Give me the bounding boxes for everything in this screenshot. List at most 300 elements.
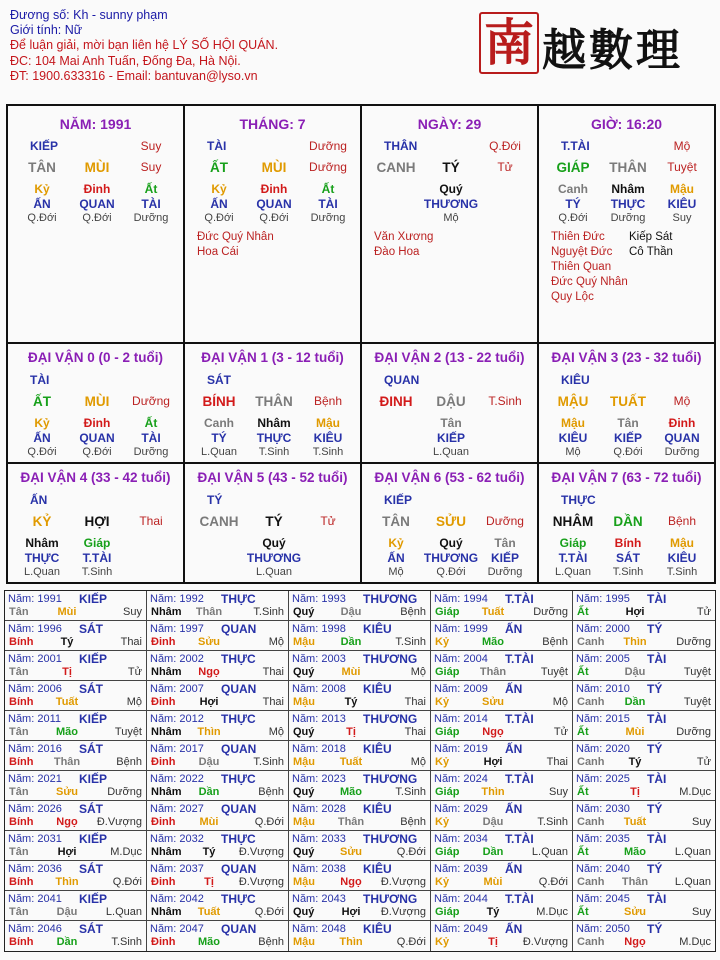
year-cell (289, 891, 431, 921)
year-cell (5, 831, 147, 861)
cell-title: ĐẠI VẬN 6 (53 - 62 tuổi) (374, 470, 525, 485)
hidden-stem: Quý (262, 536, 286, 550)
auspicious-stars (197, 230, 274, 260)
earthly-branch: TÝ (265, 514, 283, 529)
ten-god-label: THÂN (384, 139, 418, 153)
year-ten-god: KIẾP (79, 652, 108, 666)
earthly-branch: TUẤT (610, 394, 646, 409)
hidden-ten-god: THƯƠNG (246, 551, 302, 565)
cell-title: ĐẠI VẬN 1 (3 - 12 tuổi) (201, 350, 344, 365)
year-stem: Đinh (151, 696, 176, 708)
year-stem: Mậu (293, 876, 315, 888)
year-cell (573, 801, 715, 831)
hidden-life-stage: Q.Đới (259, 212, 289, 224)
life-stage: Thai (139, 514, 163, 528)
year-ten-god: T.TÀI (505, 772, 534, 786)
year-label: Năm: 2016 (8, 743, 62, 755)
year-cell (5, 801, 147, 831)
year-label: Năm: 2017 (150, 743, 204, 755)
hidden-stem: Kỷ (34, 182, 50, 196)
hidden-stem: Mậu (561, 416, 585, 430)
star-item: Đào Hoa (374, 246, 420, 258)
year-life-stage: Tử (553, 726, 568, 738)
year-branch: Tý (486, 906, 500, 918)
auspicious-stars (374, 230, 433, 260)
year-life-stage: Q.Đới (254, 906, 284, 918)
year-branch: Tuất (623, 816, 647, 828)
year-life-stage: Tuyệt (540, 666, 568, 678)
hidden-stem: Đinh (668, 416, 696, 430)
hidden-life-stage: T.Sinh (258, 446, 290, 458)
year-ten-god: KIẾP (79, 712, 108, 726)
star-item: Cô Thần (629, 246, 673, 258)
owner-name: Đương số: Kh - sunny phạm (10, 8, 168, 22)
year-stem: Mậu (293, 636, 315, 648)
dai-van-cell (183, 344, 360, 462)
year-branch: Ngọ (56, 816, 78, 828)
year-cell (289, 591, 431, 621)
year-label: Năm: 2002 (150, 653, 204, 665)
year-cell (147, 861, 289, 891)
earthly-branch: THÂN (609, 160, 647, 175)
heavenly-stem: MẬU (557, 394, 589, 409)
life-stage-branch: Dưỡng (309, 160, 347, 174)
hidden-stem: Đinh (83, 182, 111, 196)
year-cell (573, 681, 715, 711)
year-ten-god: SÁT (79, 682, 103, 696)
year-branch: Mão (482, 636, 504, 648)
hidden-ten-god: THƯƠNG (423, 197, 479, 211)
seal-icon: 南 (479, 12, 539, 74)
year-label: Năm: 1996 (8, 623, 62, 635)
year-stem: Tân (9, 666, 29, 678)
year-ten-god: THỰC (221, 592, 256, 606)
year-label: Năm: 2035 (576, 833, 630, 845)
year-label: Năm: 2001 (8, 653, 62, 665)
year-label: Năm: 1992 (150, 593, 204, 605)
year-branch: Hợi (625, 606, 645, 618)
year-ten-god: THƯƠNG (363, 772, 418, 786)
year-stem: Nhâm (151, 666, 182, 678)
year-label: Năm: 2027 (150, 803, 204, 815)
year-ten-god: TÝ (647, 682, 663, 696)
year-label: Năm: 1999 (434, 623, 488, 635)
earthly-branch: MÙI (84, 160, 110, 175)
year-cell (147, 741, 289, 771)
year-life-stage: Bệnh (400, 816, 426, 828)
year-label: Năm: 2032 (150, 833, 204, 845)
year-branch: Mùi (341, 666, 361, 678)
year-life-stage: Thai (120, 636, 142, 648)
year-cell (5, 621, 147, 651)
hidden-life-stage: Q.Đới (558, 212, 588, 224)
year-branch: Ngọ (198, 666, 220, 678)
ten-god-label: KIÊU (561, 373, 590, 387)
year-cell (5, 651, 147, 681)
year-stem: Nhâm (151, 846, 182, 858)
brand-logo (477, 8, 717, 78)
year-label: Năm: 2015 (576, 713, 630, 725)
year-branch: Tị (62, 666, 72, 678)
year-life-stage: T.Sinh (395, 636, 426, 648)
year-cell (431, 891, 573, 921)
year-cell (5, 891, 147, 921)
year-branch: Dần (624, 696, 646, 708)
year-life-stage: T.Sinh (111, 936, 142, 948)
year-label: Năm: 2007 (150, 683, 204, 695)
hidden-ten-god: QUAN (79, 431, 115, 445)
year-ten-god: TÝ (647, 802, 663, 816)
year-life-stage: Đ.Vượng (380, 876, 426, 888)
year-branch: Tuất (55, 696, 79, 708)
pillar-cell (183, 106, 360, 342)
year-life-stage: Bệnh (400, 606, 426, 618)
hidden-stem: Canh (204, 416, 234, 430)
year-cell (147, 891, 289, 921)
life-stage-branch: Tuyệt (667, 160, 697, 174)
year-cell (289, 801, 431, 831)
year-cell (431, 861, 573, 891)
year-cell (573, 891, 715, 921)
earthly-branch: SỬU (436, 514, 466, 529)
heavenly-stem: CANH (376, 160, 416, 175)
cell-title: NĂM: 1991 (59, 116, 132, 132)
year-ten-god: T.TÀI (505, 892, 534, 906)
year-cell (431, 801, 573, 831)
year-cell (573, 771, 715, 801)
hidden-life-stage: Dưỡng (133, 446, 169, 458)
year-label: Năm: 2043 (292, 893, 346, 905)
year-life-stage: T.Sinh (253, 606, 284, 618)
year-branch: Thìn (339, 936, 363, 948)
year-cell (289, 621, 431, 651)
hidden-life-stage: Dưỡng (133, 212, 169, 224)
year-ten-god: KIẾP (79, 892, 108, 906)
year-branch: Dần (198, 786, 220, 798)
year-cell (147, 711, 289, 741)
year-label: Năm: 2018 (292, 743, 346, 755)
year-life-stage: T.Sinh (537, 816, 568, 828)
hidden-life-stage: Q.Đới (27, 446, 57, 458)
hidden-stem: Mậu (670, 536, 694, 550)
earthly-branch: HỢI (84, 514, 110, 529)
year-branch: Hợi (57, 846, 77, 858)
year-ten-god: TÀI (647, 712, 667, 726)
year-branch: Tị (204, 876, 214, 888)
year-life-stage: Đ.Vượng (96, 816, 142, 828)
year-ten-god: THƯƠNG (363, 892, 418, 906)
year-ten-god: SÁT (79, 622, 103, 636)
owner-gender: Giới tính: Nữ (10, 23, 83, 38)
year-branch: Sửu (623, 906, 647, 918)
year-ten-god: T.TÀI (505, 592, 534, 606)
year-stem: Kỷ (435, 816, 450, 828)
year-life-stage: Tử (696, 756, 711, 768)
year-branch: Mùi (199, 816, 219, 828)
year-ten-god: THỰC (221, 892, 256, 906)
year-stem: Ất (577, 726, 589, 738)
year-branch: Mão (340, 786, 362, 798)
year-ten-god: KIẾP (79, 832, 108, 846)
year-stem: Đinh (151, 636, 176, 648)
year-branch: Tý (628, 756, 642, 768)
year-cell (5, 591, 147, 621)
year-cell (289, 771, 431, 801)
year-branch: Dần (56, 936, 78, 948)
hidden-ten-god: T.TÀI (558, 551, 588, 565)
year-branch: Dậu (482, 816, 504, 828)
year-life-stage: Mộ (410, 666, 426, 678)
cell-title: ĐẠI VẬN 3 (23 - 32 tuổi) (551, 350, 702, 365)
year-branch: Dậu (340, 606, 362, 618)
year-ten-god: TÝ (647, 862, 663, 876)
year-life-stage: Q.Đới (396, 846, 426, 858)
star-item: Nguyệt Đức (551, 246, 613, 258)
earthly-branch: THÂN (255, 394, 293, 409)
year-ten-god: TÀI (647, 892, 667, 906)
hidden-life-stage: Mộ (388, 566, 404, 578)
cell-title: NGÀY: 29 (417, 116, 482, 132)
year-life-stage: M.Dục (679, 936, 711, 948)
year-life-stage: Tuyệt (683, 666, 711, 678)
hidden-ten-god: THƯƠNG (423, 551, 479, 565)
heavenly-stem: NHÂM (552, 514, 594, 529)
year-stem: Tân (9, 786, 29, 798)
year-cell (289, 651, 431, 681)
year-ten-god: TÀI (647, 772, 667, 786)
hidden-ten-god: QUAN (79, 197, 115, 211)
hidden-life-stage: L.Quan (23, 566, 61, 578)
year-label: Năm: 1997 (150, 623, 204, 635)
year-ten-god: KIẾP (79, 592, 108, 606)
year-life-stage: Suy (692, 906, 711, 918)
year-life-stage: Suy (549, 786, 568, 798)
year-label: Năm: 2000 (576, 623, 630, 635)
year-life-stage: Mộ (126, 696, 142, 708)
hidden-life-stage: T.Sinh (612, 566, 644, 578)
year-life-stage: Thai (404, 726, 426, 738)
hidden-ten-god: KIẾP (436, 431, 466, 445)
year-label: Năm: 2029 (434, 803, 488, 815)
year-label: Năm: 2033 (292, 833, 346, 845)
year-branch: Tý (202, 846, 216, 858)
year-branch: Tị (346, 726, 356, 738)
year-stem: Kỷ (435, 696, 450, 708)
auspicious-stars (551, 230, 628, 305)
year-stem: Tân (9, 606, 29, 618)
year-life-stage: Q.Đới (112, 876, 142, 888)
year-label: Năm: 1998 (292, 623, 346, 635)
year-cell (431, 621, 573, 651)
year-stem: Quý (293, 606, 315, 618)
hidden-stem: Kỷ (388, 536, 404, 550)
year-label: Năm: 2047 (150, 923, 204, 935)
year-stem: Quý (293, 666, 315, 678)
year-life-stage: Đ.Vượng (238, 876, 284, 888)
heavenly-stem: GIÁP (556, 160, 590, 175)
dai-van-cell (183, 464, 360, 582)
hidden-life-stage: Q.Đới (204, 212, 234, 224)
ten-god-label: QUAN (384, 373, 420, 387)
year-stem: Ất (577, 846, 589, 858)
dai-van-cell (8, 344, 183, 462)
phone-email-line: ĐT: 1900.633316 - Email: bantuvan@lyso.vn (10, 68, 258, 83)
year-stem: Nhâm (151, 906, 182, 918)
dai-van-cell (360, 344, 537, 462)
year-label: Năm: 2037 (150, 863, 204, 875)
year-cell (573, 651, 715, 681)
hidden-stem: Tân (440, 416, 462, 430)
hidden-life-stage: T.Sinh (312, 446, 344, 458)
year-stem: Quý (293, 906, 315, 918)
year-branch: Tị (488, 936, 498, 948)
year-label: Năm: 2046 (8, 923, 62, 935)
year-branch: Ngọ (482, 726, 504, 738)
hidden-ten-god: TÝ (211, 431, 227, 445)
year-branch: Thìn (623, 636, 647, 648)
year-cell (147, 831, 289, 861)
year-life-stage: Suy (123, 606, 142, 618)
life-stage: Bệnh (667, 514, 697, 528)
year-ten-god: TÝ (647, 922, 663, 936)
year-label: Năm: 2006 (8, 683, 62, 695)
year-life-stage: Dưỡng (676, 636, 711, 648)
year-ten-god: KIẾP (79, 772, 108, 786)
year-ten-god: SÁT (79, 742, 103, 756)
year-ten-god: THƯƠNG (363, 652, 418, 666)
year-cell (5, 681, 147, 711)
year-ten-god: KIÊU (363, 862, 392, 876)
star-item: Thiên Quan (551, 261, 612, 273)
year-branch: Mùi (483, 876, 503, 888)
hidden-ten-god: THỰC (24, 551, 60, 565)
year-label: Năm: 2045 (576, 893, 630, 905)
year-stem: Mậu (293, 936, 315, 948)
heavenly-stem: ẤT (33, 394, 51, 409)
year-label: Năm: 2003 (292, 653, 346, 665)
year-life-stage: L.Quan (674, 846, 711, 858)
year-label: Năm: 1994 (434, 593, 488, 605)
year-cell (5, 741, 147, 771)
hidden-stem: Bính (614, 536, 642, 550)
year-life-stage: Đ.Vượng (522, 936, 568, 948)
year-life-stage: Dưỡng (107, 786, 142, 798)
year-label: Năm: 2022 (150, 773, 204, 785)
star-item: Kiếp Sát (629, 231, 673, 243)
year-label: Năm: 2041 (8, 893, 62, 905)
year-stem: Giáp (435, 606, 460, 618)
year-label: Năm: 2025 (576, 773, 630, 785)
year-cell (289, 711, 431, 741)
year-cell (573, 741, 715, 771)
cell-title: ĐẠI VẬN 0 (0 - 2 tuổi) (27, 350, 163, 365)
year-label: Năm: 2038 (292, 863, 346, 875)
hidden-stem: Ất (321, 182, 335, 196)
year-life-stage: Tử (696, 606, 711, 618)
year-stem: Đinh (151, 756, 176, 768)
life-stage-stem: Mộ (673, 139, 691, 153)
year-label: Năm: 2036 (8, 863, 62, 875)
year-stem: Kỷ (435, 636, 450, 648)
year-ten-god: KIÊU (363, 802, 392, 816)
year-stem: Giáp (435, 846, 460, 858)
year-ten-god: QUAN (221, 742, 257, 756)
contact-line: Để luận giải, mời bạn liên hệ LÝ SỐ HỘI QUÁN. (10, 38, 279, 53)
year-ten-god: T.TÀI (505, 712, 534, 726)
year-life-stage: Q.Đới (254, 816, 284, 828)
year-cell (431, 681, 573, 711)
year-ten-god: ẤN (505, 802, 523, 816)
cell-title: GIỜ: 16:20 (590, 116, 663, 132)
hidden-stem: Mậu (316, 416, 340, 430)
year-branch: Tuất (197, 906, 221, 918)
hidden-life-stage: Q.Đới (82, 446, 112, 458)
year-branch: Thìn (55, 876, 79, 888)
year-life-stage: Suy (692, 816, 711, 828)
star-item: Hoa Cái (197, 246, 239, 258)
year-ten-god: TÀI (647, 652, 667, 666)
hidden-life-stage: Mộ (443, 212, 459, 224)
year-ten-god: ẤN (505, 622, 523, 636)
year-cell (147, 621, 289, 651)
year-branch: Thân (53, 756, 81, 768)
year-life-stage: Dưỡng (676, 726, 711, 738)
year-ten-god: KIÊU (363, 622, 392, 636)
year-life-stage: T.Sinh (395, 786, 426, 798)
year-label: Năm: 2050 (576, 923, 630, 935)
cell-title: ĐẠI VẬN 5 (43 - 52 tuổi) (197, 470, 348, 485)
year-life-stage: Q.Đới (396, 936, 426, 948)
hidden-ten-god: QUAN (664, 431, 700, 445)
year-ten-god: TÝ (647, 622, 663, 636)
hidden-ten-god: ẤN (33, 431, 51, 445)
year-life-stage: Bệnh (258, 786, 284, 798)
earthly-branch: DẬU (436, 394, 466, 409)
inauspicious-stars (629, 230, 673, 260)
year-life-stage: Bệnh (542, 636, 568, 648)
year-ten-god: THỰC (221, 712, 256, 726)
year-stem: Quý (293, 726, 315, 738)
hidden-life-stage: Dưỡng (664, 446, 700, 458)
year-ten-god: THƯƠNG (363, 832, 418, 846)
year-label: Năm: 2005 (576, 653, 630, 665)
year-branch: Dậu (624, 666, 646, 678)
year-ten-god: KIÊU (363, 682, 392, 696)
year-stem: Nhâm (151, 786, 182, 798)
year-ten-god: SÁT (79, 862, 103, 876)
hidden-stem: Ất (144, 182, 158, 196)
star-item: Quy Lộc (551, 291, 594, 303)
year-stem: Ất (577, 606, 589, 618)
year-cell (289, 831, 431, 861)
hidden-ten-god: KIẾP (613, 431, 643, 445)
year-life-stage: Thai (262, 696, 284, 708)
hidden-life-stage: Dưỡng (310, 212, 346, 224)
hidden-stem: Đinh (260, 182, 288, 196)
heavenly-stem: TÂN (382, 514, 410, 529)
hidden-life-stage: L.Quan (200, 446, 238, 458)
year-label: Năm: 2010 (576, 683, 630, 695)
year-ten-god: THƯƠNG (363, 592, 418, 606)
year-stem: Giáp (435, 666, 460, 678)
year-branch: Mùi (57, 606, 77, 618)
hidden-stem: Tân (494, 536, 516, 550)
hidden-stem: Kỷ (34, 416, 50, 430)
life-stage-branch: Suy (140, 160, 162, 174)
year-cell (573, 921, 715, 951)
life-stage: Dưỡng (132, 394, 170, 408)
year-ten-god: ẤN (505, 742, 523, 756)
